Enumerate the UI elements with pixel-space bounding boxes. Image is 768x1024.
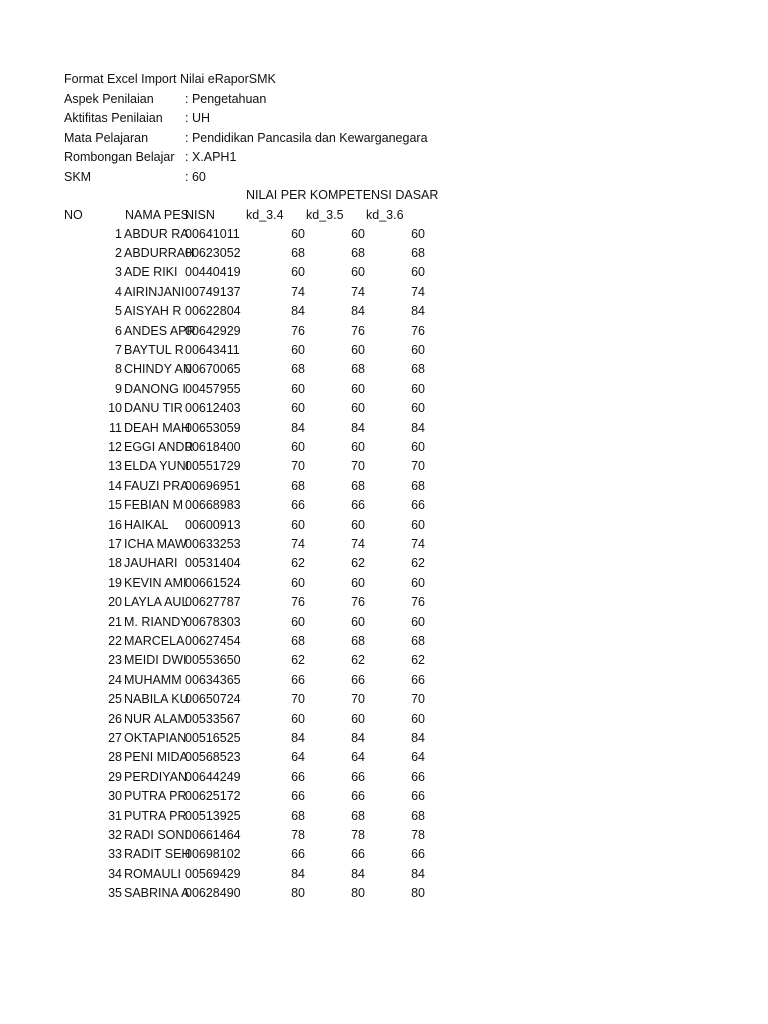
- row-nisn: 00661524: [185, 575, 241, 590]
- row-kd-3-5: 60: [351, 711, 365, 726]
- row-nama: MEIDI DWI: [124, 653, 187, 668]
- row-kd-3-4: 60: [291, 401, 305, 416]
- row-nisn: 00618400: [185, 439, 241, 454]
- row-kd-3-5: 84: [351, 866, 365, 881]
- row-no: 32: [108, 827, 122, 842]
- row-nisn: 00641011: [185, 226, 240, 241]
- row-nisn: 00696951: [185, 478, 241, 493]
- row-no: 28: [108, 750, 122, 765]
- row-kd-3-6: 66: [411, 672, 425, 687]
- row-nama: M. RIANDY: [124, 614, 189, 629]
- row-kd-3-6: 84: [411, 304, 425, 319]
- row-kd-3-4: 68: [291, 633, 305, 648]
- field-label-aktifitas: Aktifitas Penilaian: [64, 111, 163, 125]
- row-nisn: 00627454: [185, 633, 241, 648]
- field-label-aspek: Aspek Penilaian: [64, 91, 154, 106]
- row-kd-3-4: 66: [291, 847, 305, 862]
- row-no: 6: [115, 323, 122, 338]
- row-no: 27: [108, 730, 122, 745]
- row-nisn: 00533567: [185, 711, 241, 726]
- row-kd-3-6: 66: [411, 498, 425, 513]
- row-nama: KEVIN AMI: [124, 575, 187, 590]
- row-no: 16: [108, 517, 122, 532]
- row-kd-3-4: 84: [291, 866, 305, 881]
- field-label-mapel: Mata Pelajaran: [64, 130, 149, 145]
- row-no: 14: [108, 478, 122, 493]
- row-kd-3-5: 74: [351, 284, 365, 299]
- row-no: 34: [108, 866, 122, 881]
- row-kd-3-6: 68: [411, 478, 425, 493]
- row-no: 26: [108, 711, 122, 726]
- row-nisn: 00627787: [185, 595, 241, 610]
- row-no: 21: [108, 614, 122, 629]
- row-kd-3-4: 80: [291, 886, 305, 901]
- row-nisn: 00600913: [185, 517, 241, 532]
- row-kd-3-4: 60: [291, 517, 305, 532]
- row-no: 18: [108, 556, 122, 571]
- row-kd-3-5: 84: [351, 304, 365, 319]
- row-kd-3-4: 76: [291, 323, 305, 338]
- row-kd-3-5: 60: [351, 381, 365, 396]
- row-kd-3-4: 62: [291, 653, 305, 668]
- row-nama: ABDUR RA: [124, 226, 189, 241]
- row-nama: ADE RIKI: [124, 265, 178, 280]
- row-kd-3-6: 60: [411, 711, 425, 726]
- row-kd-3-5: 62: [351, 556, 365, 571]
- row-nama: HAIKAL: [124, 517, 169, 532]
- field-label-skm: SKM: [64, 169, 92, 184]
- row-kd-3-4: 60: [291, 711, 305, 726]
- row-nama: PENI MIDA: [124, 750, 188, 765]
- row-nisn: 00551729: [185, 459, 241, 474]
- row-nama: OKTAPIAN: [124, 730, 187, 745]
- row-kd-3-5: 60: [351, 517, 365, 532]
- row-kd-3-5: 68: [351, 362, 365, 377]
- row-no: 35: [108, 886, 122, 901]
- row-kd-3-6: 60: [411, 265, 425, 280]
- field-value-rombel: : X.APH1: [185, 150, 237, 164]
- row-nama: PERDIYAN: [124, 769, 187, 784]
- row-no: 25: [108, 692, 122, 707]
- row-kd-3-5: 76: [351, 595, 365, 610]
- row-no: 19: [108, 575, 122, 590]
- row-kd-3-5: 66: [351, 847, 365, 862]
- row-kd-3-4: 66: [291, 789, 305, 804]
- row-nama: ABDURRAH: [124, 245, 195, 260]
- field-value-aspek: : Pengetahuan: [185, 91, 267, 106]
- row-kd-3-4: 76: [291, 595, 305, 610]
- row-kd-3-5: 60: [351, 226, 365, 241]
- row-kd-3-4: 64: [291, 750, 305, 765]
- row-no: 22: [108, 633, 122, 648]
- row-kd-3-6: 68: [411, 808, 425, 823]
- row-no: 11: [109, 420, 122, 435]
- row-kd-3-6: 64: [411, 750, 425, 765]
- row-nisn: 00513925: [185, 808, 241, 823]
- row-no: 7: [115, 342, 122, 357]
- row-nisn: 00653059: [185, 420, 241, 435]
- row-no: 12: [108, 439, 122, 454]
- row-no: 4: [115, 284, 122, 299]
- row-no: 9: [115, 381, 122, 396]
- row-nama: JAUHARI: [124, 556, 178, 571]
- kompetensi-group-title: NILAI PER KOMPETENSI DASAR: [246, 188, 439, 202]
- row-kd-3-6: 62: [411, 653, 425, 668]
- row-kd-3-6: 74: [411, 536, 425, 551]
- row-no: 8: [115, 362, 122, 377]
- row-kd-3-4: 84: [291, 730, 305, 745]
- row-nama: EGGI ANDR: [124, 439, 194, 454]
- row-nisn: 00623052: [185, 245, 241, 260]
- row-nisn: 00749137: [185, 284, 241, 299]
- field-label-rombel: Rombongan Belajar: [64, 150, 175, 164]
- row-nisn: 00516525: [185, 730, 241, 745]
- row-nama: AISYAH R: [124, 304, 182, 319]
- row-kd-3-6: 76: [411, 595, 425, 610]
- row-nama: CHINDY AN: [124, 362, 192, 377]
- row-kd-3-6: 80: [411, 886, 425, 901]
- row-kd-3-4: 66: [291, 769, 305, 784]
- row-kd-3-6: 66: [411, 769, 425, 784]
- row-kd-3-4: 60: [291, 265, 305, 280]
- row-kd-3-5: 64: [351, 750, 365, 765]
- row-no: 1: [115, 226, 122, 241]
- header-nama: NAMA PES: [125, 207, 189, 222]
- row-no: 20: [108, 595, 122, 610]
- row-kd-3-6: 78: [411, 827, 425, 842]
- row-nisn: 00628490: [185, 886, 241, 901]
- row-nisn: 00457955: [185, 381, 241, 396]
- row-nama: PUTRA PR: [124, 789, 187, 804]
- row-nama: FEBIAN M: [124, 498, 184, 513]
- row-nama: ANDES APR: [124, 323, 196, 338]
- row-kd-3-6: 60: [411, 342, 425, 357]
- row-nama: ELDA YUNI: [124, 459, 190, 474]
- row-kd-3-6: 66: [411, 789, 425, 804]
- field-value-mapel: : Pendidikan Pancasila dan Kewarganegara: [185, 130, 428, 145]
- row-kd-3-4: 78: [291, 827, 305, 842]
- row-no: 23: [108, 653, 122, 668]
- row-nisn: 00553650: [185, 653, 241, 668]
- row-nama: DANONG I: [124, 381, 186, 396]
- field-value-skm: : 60: [185, 169, 206, 184]
- row-kd-3-5: 78: [351, 827, 365, 842]
- row-kd-3-5: 66: [351, 498, 365, 513]
- row-nisn: 00622804: [185, 304, 241, 319]
- row-kd-3-4: 84: [291, 304, 305, 319]
- row-no: 3: [115, 265, 122, 280]
- row-kd-3-5: 76: [351, 323, 365, 338]
- row-kd-3-4: 60: [291, 226, 305, 241]
- row-kd-3-6: 60: [411, 439, 425, 454]
- row-no: 13: [108, 459, 122, 474]
- row-kd-3-5: 60: [351, 401, 365, 416]
- row-kd-3-5: 68: [351, 633, 365, 648]
- header-no: NO: [64, 207, 83, 222]
- row-nama: MUHAMM: [124, 672, 182, 687]
- row-kd-3-6: 76: [411, 323, 425, 338]
- row-nama: NABILA KU: [124, 692, 189, 707]
- row-nisn: 00670065: [185, 362, 241, 377]
- row-kd-3-6: 60: [411, 614, 425, 629]
- row-kd-3-4: 70: [291, 459, 305, 474]
- row-kd-3-5: 60: [351, 439, 365, 454]
- row-kd-3-6: 68: [411, 362, 425, 377]
- row-kd-3-5: 66: [351, 769, 365, 784]
- row-kd-3-6: 62: [411, 556, 425, 571]
- row-kd-3-4: 84: [291, 420, 305, 435]
- row-nama: DANU TIR: [124, 401, 183, 416]
- field-value-aktifitas: : UH: [185, 111, 210, 125]
- row-kd-3-6: 70: [411, 459, 425, 474]
- row-kd-3-5: 68: [351, 808, 365, 823]
- header-nisn: NISN: [185, 207, 215, 222]
- row-kd-3-4: 66: [291, 672, 305, 687]
- row-nama: SABRINA A: [124, 886, 190, 901]
- header-kd-3-6: kd_3.6: [366, 207, 404, 222]
- row-nisn: 00633253: [185, 536, 241, 551]
- row-nisn: 00643411: [185, 342, 240, 357]
- row-nama: RADIT SEH: [124, 847, 191, 862]
- row-kd-3-4: 74: [291, 284, 305, 299]
- row-kd-3-6: 74: [411, 284, 425, 299]
- row-nisn: 00698102: [185, 847, 241, 862]
- row-kd-3-5: 68: [351, 245, 365, 260]
- row-kd-3-4: 68: [291, 245, 305, 260]
- row-kd-3-4: 62: [291, 556, 305, 571]
- row-kd-3-4: 68: [291, 808, 305, 823]
- row-kd-3-5: 66: [351, 672, 365, 687]
- row-no: 10: [108, 401, 122, 416]
- sheet-title: Format Excel Import Nilai eRaporSMK: [64, 72, 276, 86]
- row-nama: DEAH MAH: [124, 420, 190, 435]
- row-nama: PUTRA PR: [124, 808, 187, 823]
- row-nisn: 00569429: [185, 866, 241, 881]
- row-kd-3-6: 84: [411, 420, 425, 435]
- row-kd-3-4: 60: [291, 575, 305, 590]
- row-no: 33: [108, 847, 122, 862]
- row-nama: NUR ALAM: [124, 711, 188, 726]
- row-kd-3-6: 84: [411, 730, 425, 745]
- row-nisn: 00625172: [185, 789, 241, 804]
- row-kd-3-5: 60: [351, 265, 365, 280]
- row-nama: FAUZI PRA: [124, 478, 189, 493]
- row-kd-3-4: 60: [291, 342, 305, 357]
- row-nama: MARCELA: [124, 633, 185, 648]
- row-kd-3-4: 66: [291, 498, 305, 513]
- row-kd-3-4: 70: [291, 692, 305, 707]
- row-nisn: 00661464: [185, 827, 241, 842]
- row-kd-3-6: 60: [411, 517, 425, 532]
- row-nisn: 00642929: [185, 323, 241, 338]
- row-nisn: 00568523: [185, 750, 241, 765]
- row-no: 15: [108, 498, 122, 513]
- row-kd-3-5: 66: [351, 789, 365, 804]
- row-no: 30: [108, 789, 122, 804]
- row-nisn: 00440419: [185, 265, 241, 280]
- row-kd-3-5: 74: [351, 536, 365, 551]
- row-kd-3-5: 60: [351, 614, 365, 629]
- row-kd-3-6: 60: [411, 381, 425, 396]
- row-kd-3-5: 70: [351, 459, 365, 474]
- row-kd-3-6: 66: [411, 847, 425, 862]
- row-no: 29: [108, 769, 122, 784]
- row-nisn: 00531404: [185, 556, 241, 571]
- row-nisn: 00612403: [185, 401, 241, 416]
- row-kd-3-4: 60: [291, 381, 305, 396]
- row-kd-3-6: 60: [411, 401, 425, 416]
- row-kd-3-6: 60: [411, 575, 425, 590]
- row-nisn: 00678303: [185, 614, 241, 629]
- row-kd-3-5: 84: [351, 730, 365, 745]
- row-no: 5: [115, 304, 122, 319]
- row-kd-3-5: 60: [351, 575, 365, 590]
- row-kd-3-5: 62: [351, 653, 365, 668]
- row-no: 24: [108, 672, 122, 687]
- row-kd-3-4: 74: [291, 536, 305, 551]
- row-kd-3-4: 68: [291, 478, 305, 493]
- row-kd-3-5: 70: [351, 692, 365, 707]
- row-no: 17: [108, 536, 122, 551]
- header-kd-3-5: kd_3.5: [306, 207, 344, 222]
- row-nama: RADI SONI: [124, 827, 188, 842]
- row-kd-3-6: 70: [411, 692, 425, 707]
- row-kd-3-4: 68: [291, 362, 305, 377]
- header-kd-3-4: kd_3.4: [246, 207, 284, 222]
- row-kd-3-4: 60: [291, 614, 305, 629]
- row-nama: ICHA MAW: [124, 536, 187, 551]
- row-nama: LAYLA AUL: [124, 595, 189, 610]
- row-nisn: 00634365: [185, 672, 241, 687]
- row-kd-3-5: 84: [351, 420, 365, 435]
- row-kd-3-6: 84: [411, 866, 425, 881]
- row-nisn: 00644249: [185, 769, 241, 784]
- row-kd-3-6: 68: [411, 633, 425, 648]
- row-nama: AIRINJANI: [124, 284, 185, 299]
- row-kd-3-5: 68: [351, 478, 365, 493]
- row-no: 31: [108, 808, 122, 823]
- row-kd-3-5: 60: [351, 342, 365, 357]
- row-nisn: 00650724: [185, 692, 241, 707]
- row-kd-3-4: 60: [291, 439, 305, 454]
- row-kd-3-6: 60: [411, 226, 425, 241]
- row-no: 2: [115, 245, 122, 260]
- row-nama: BAYTUL R: [124, 342, 184, 357]
- row-nama: ROMAULI: [124, 866, 181, 881]
- row-nisn: 00668983: [185, 498, 241, 513]
- row-kd-3-5: 80: [351, 886, 365, 901]
- row-kd-3-6: 68: [411, 245, 425, 260]
